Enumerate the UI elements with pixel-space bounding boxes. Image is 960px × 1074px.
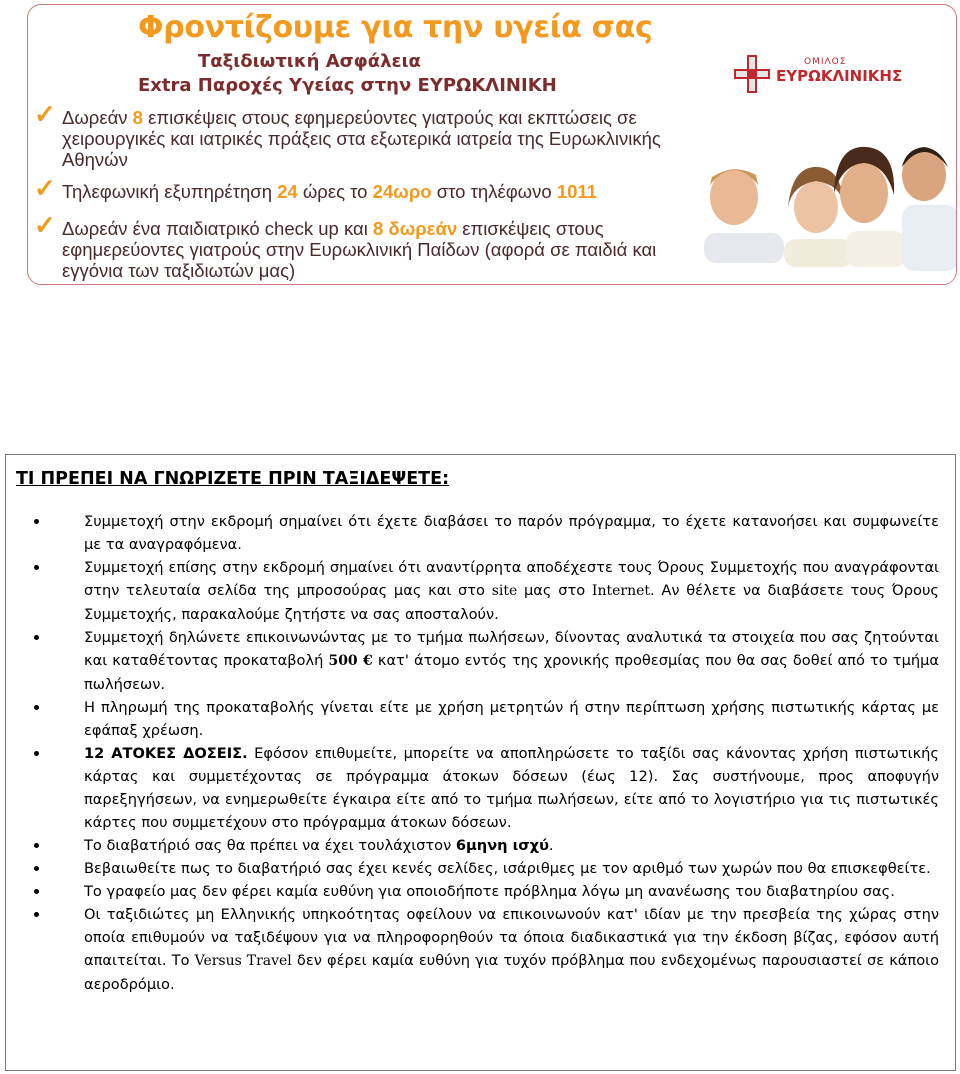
- list-item: Συμμετοχή δηλώνετε επικοινωνώντας με το τμήμα πωλήσεων, δίνοντας αναλυτικά τα στοιχεία που σας ζητούνται και καταθέτοντας προκαταβολή 500 € κατ' άτομο εντός της χρονικής προθεσμίας που θα σας δοθεί από το τμήμα πωλήσεων.: [6, 626, 955, 696]
- banner-subtitle-insurance: Ταξιδιωτική Ασφάλεια: [198, 51, 421, 72]
- list-item: Συμμετοχή επίσης στην εκδρομή σημαίνει ότι αναντίρρητα αποδέχεστε τους Όρους Συμμετοχής που αναγράφονται στην τελευταία σελίδα της μπροσούρας μας και στο site μας στο Internet. Αν θέλετε να διαβάσετε τους Όρους Συμμετοχής, παρακαλούμε ζητήστε να σας αποσταλούν.: [6, 556, 955, 626]
- list-item: 12 ΑΤΟΚΕΣ ΔΟΣΕΙΣ. Εφόσον επιθυμείτε, μπορείτε να αποπληρώσετε το ταξίδι σας κάνοντας χρήση πιστωτικής κάρτας και συμμετέχοντας σε πρόγραμμα άτοκων δόσεων (έως 12). Σας συστήνουμε, προς αποφυγήν παρεξηγήσεων, να ενημερωθείτε έγκαιρα είτε από το τμήμα πωλήσεων, είτε από το λογιστήριο για τις πιστωτικές κάρτες που συμμετέχουν στο πρόγραμμα άτοκων δόσεων.: [6, 742, 955, 834]
- logo-brand-name: ΕΥΡΩΚΛΙΝΙΚΗΣ: [776, 67, 903, 85]
- checkmark-icon: ✓: [34, 99, 56, 129]
- list-item: Το γραφείο μας δεν φέρει καμία ευθύνη για οποιοδήποτε πρόβλημα λόγω μη ανανέωσης του διαβατηρίου σας.: [6, 880, 955, 903]
- family-photo: [696, 115, 957, 285]
- travel-info-box: [5, 454, 956, 1071]
- list-item: Βεβαιωθείτε πως το διαβατήριό σας έχει κενές σελίδες, ισάριθμες με τον αριθμό των χωρών που θα επισκεφθείτε.: [6, 857, 955, 880]
- list-item: Συμμετοχή στην εκδρομή σημαίνει ότι έχετε διαβάσει το παρόν πρόγραμμα, το έχετε κατανοήσει και συμφωνείτε με τα αναγραφόμενα.: [6, 510, 955, 556]
- cross-logo-icon: [732, 53, 772, 95]
- info-list: [6, 510, 955, 996]
- list-item: Το διαβατήριό σας θα πρέπει να έχει τουλάχιστον 6μηνη ισχύ.: [6, 834, 955, 857]
- banner-point-phone: ✓ Τηλεφωνική εξυπηρέτηση 24 ώρες το 24ωρο στο τηλέφωνο 1011: [34, 173, 597, 203]
- logo-group-label: ΟΜΙΛΟΣ: [804, 57, 847, 67]
- info-heading: ΤΙ ΠΡΕΠΕΙ ΝΑ ΓΝΩΡΙΖΕΤΕ ΠΡΙΝ ΤΑΞΙΔΕΨΕΤΕ:: [16, 469, 450, 489]
- checkmark-icon: ✓: [34, 173, 56, 203]
- checkmark-icon: ✓: [34, 210, 56, 240]
- banner-subtitle-extras: Extra Παροχές Υγείας στην ΕΥΡΩΚΛΙΝΙΚΗ: [138, 75, 557, 96]
- list-item: Η πληρωμή της προκαταβολής γίνεται είτε με χρήση μετρητών ή στην περίπτωση χρήσης πιστωτικής κάρτας με εφάπαξ χρέωση.: [6, 696, 955, 742]
- banner-point-pediatric: ✓ Δωρεάν ένα παιδιατρικό check up και 8 δωρεάν επισκέψεις στους εφημερεύοντες γιατρούς στην Ευρωκλινική Παίδων (αφορά σε παιδιά και εγγόνια των ταξιδιωτών μας): [34, 210, 657, 281]
- banner-title: Φροντίζουμε για την υγεία σας: [138, 10, 653, 45]
- promo-banner: [27, 4, 957, 285]
- banner-point-visits: ✓ Δωρεάν 8 επισκέψεις στους εφημερεύοντες γιατρούς και εκπτώσεις σε χειρουργικές και ιατρικές πράξεις στα εξωτερικά ιατρεία της Ευρωκλινικής Αθηνών: [34, 99, 661, 170]
- euroclinic-logo: [732, 53, 932, 103]
- list-item: Οι ταξιδιώτες μη Ελληνικής υπηκοότητας οφείλουν να επικοινωνούν κατ' ιδίαν με την πρεσβεία της χώρας στην οποία επιθυμούν να ταξιδέψουν για να πληροφορηθούν τα όποια διαδικαστικά για την έκδοση βίζας, εφόσον αυτή απαιτείται. Το Versus Travel δεν φέρει καμία ευθύνη για τυχόν πρόβλημα που ενδεχομένως παρουσιαστεί σε κάποιο αεροδρόμιο.: [6, 903, 955, 996]
